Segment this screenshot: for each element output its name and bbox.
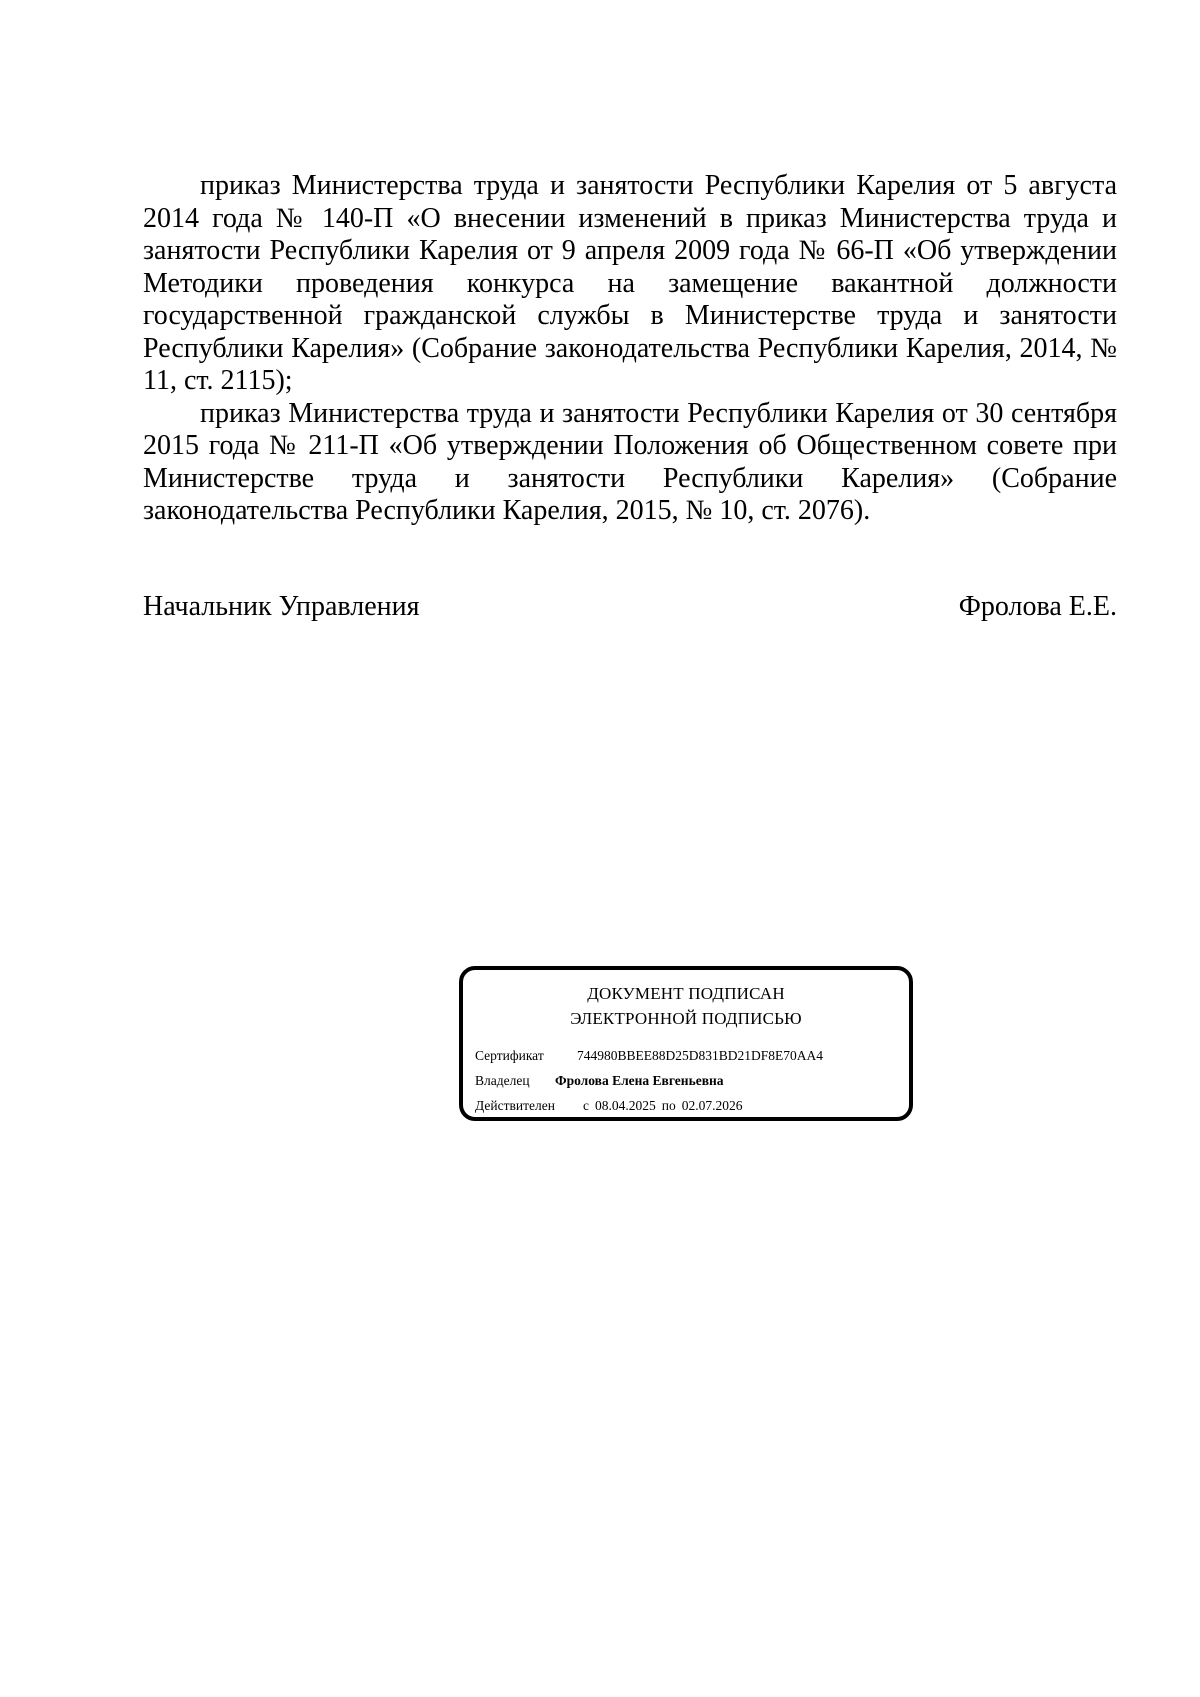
stamp-title-line-2: ЭЛЕКТРОННОЙ ПОДПИСЬЮ: [570, 1009, 802, 1028]
stamp-title-line-1: ДОКУМЕНТ ПОДПИСАН: [587, 984, 785, 1003]
document-body: [143, 170, 1117, 528]
order-paragraph-1: приказ Министерства труда и занятости Республики Карелия от 5 августа 2014 года № 140-П «О внесении изменений в приказ Министерства труда и занятости Республики Карелия от 9 апреля 2009 года № 66-П «Об утверждении Методики проведения конкурса на замещение вакантной должности государственной гражданской службы в Министерстве труда и занятости Республики Карелия» (Собрание законодательства Республики Карелия, 2014, № 11, ст. 2115);: [143, 170, 1117, 396]
owner-label: Владелец: [475, 1073, 530, 1088]
valid-to-date: 02.07.2026: [681, 1098, 743, 1113]
valid-from-prefix: с: [583, 1098, 589, 1113]
certificate-label: Сертификат: [475, 1048, 544, 1063]
stamp-owner-row: [475, 1072, 724, 1090]
stamp-validity-row: [475, 1097, 748, 1115]
signer-title: Начальник Управления: [143, 591, 420, 622]
order-paragraph-2: приказ Министерства труда и занятости Республики Карелия от 30 сентября 2015 года № 211-П «Об утверждении Положения об Общественном совете при Министерстве труда и занятости Республики Карелия» (Собрание законодательства Республики Карелия, 2015, № 10, ст. 2076).: [143, 397, 1117, 526]
valid-to-prefix: по: [661, 1098, 676, 1113]
validity-label: Действителен: [475, 1098, 555, 1113]
owner-value: Фролова Елена Евгеньевна: [555, 1073, 724, 1088]
valid-from-date: 08.04.2025: [595, 1098, 656, 1113]
certificate-value: 744980BBEE88D25D831BD21DF8E70AA4: [577, 1048, 824, 1063]
signer-name: Фролова Е.Е.: [958, 591, 1117, 622]
electronic-signature-stamp: [459, 966, 913, 1121]
stamp-certificate-row: [475, 1047, 823, 1065]
validity-period: [583, 1097, 748, 1115]
stamp-title: [463, 981, 909, 1031]
